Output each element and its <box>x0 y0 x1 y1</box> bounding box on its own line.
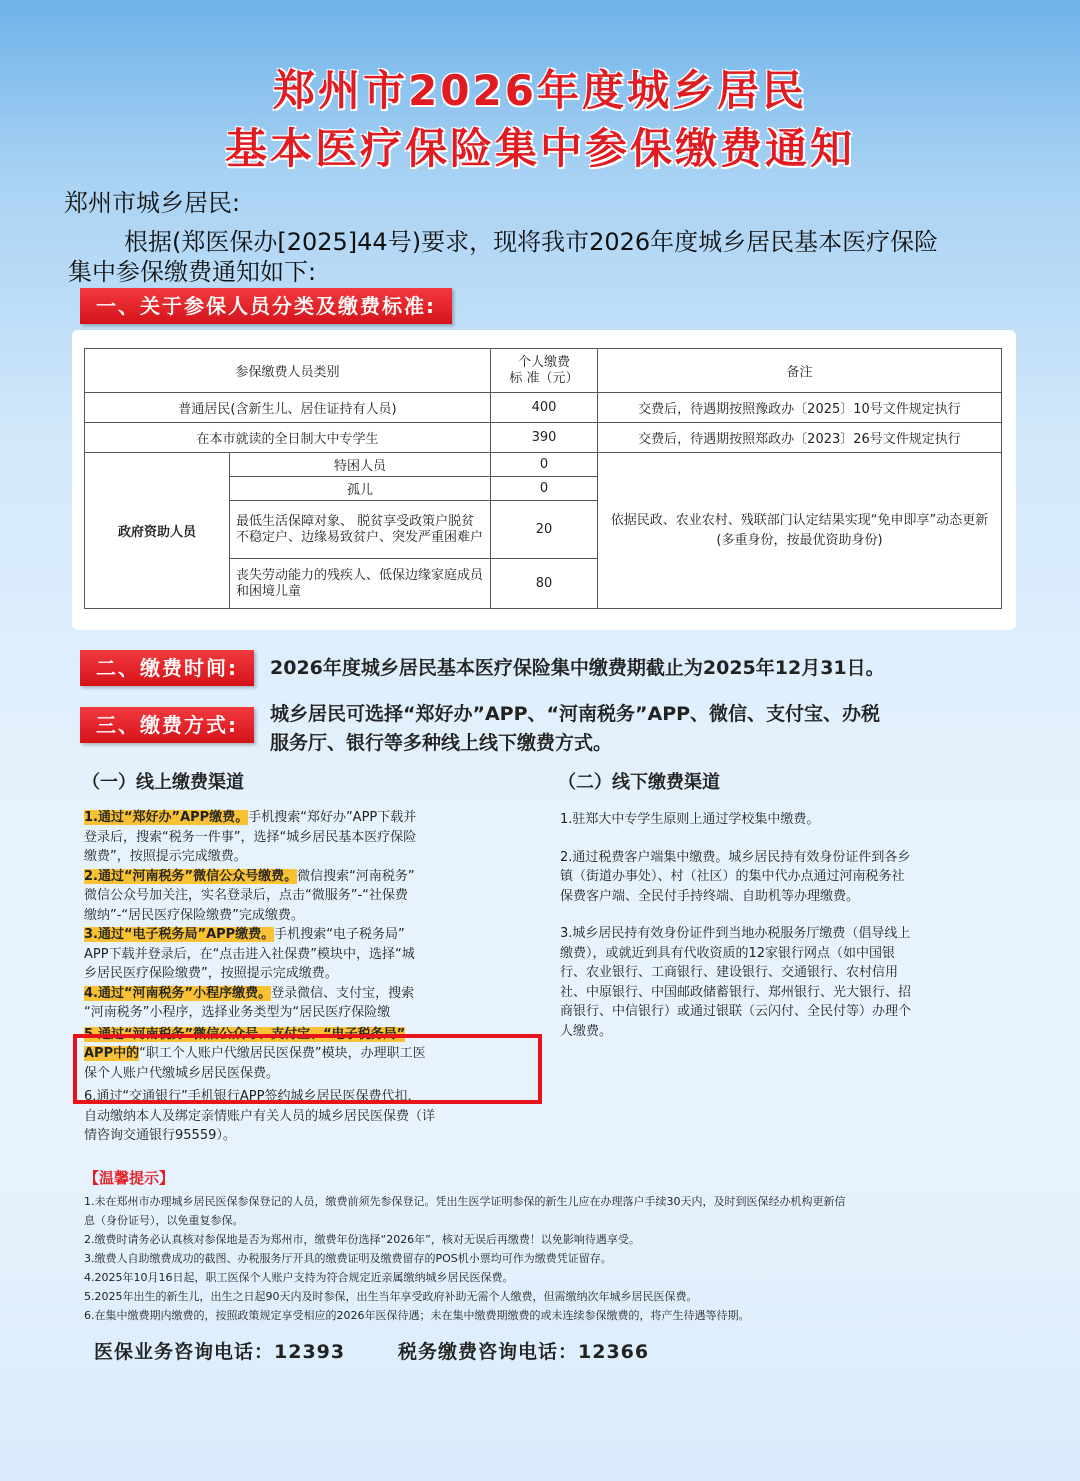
gov-item-fee: 0 <box>491 453 598 477</box>
online-item-line: 自动缴纳本人及绑定亲情账户有关人员的城乡居民医保费（详 <box>84 1108 436 1124</box>
online-item-line: 手机搜索“电子税务局” <box>274 927 405 942</box>
intro-line-1: 根据(郑医保办[2025]44号)要求，现将我市2026年度城乡居民基本医疗保险 <box>124 228 939 256</box>
online-item-2 <box>84 867 524 926</box>
title-line-1: 郑州市2026年度城乡居民 <box>273 66 807 115</box>
tip-line: 2.缴费时请务必认真核对参保地是否为郑州市，缴费年份选择“2026年”，核对无误后再缴费！以免影响待遇享受。 <box>84 1233 640 1246</box>
offline-item-1 <box>560 810 1000 830</box>
offline-item-2 <box>560 848 1000 907</box>
tax-hotline: 税务缴费咨询电话：12366 <box>398 1341 650 1363</box>
medical-hotline: 医保业务咨询电话：12393 <box>94 1341 346 1363</box>
tip-line: 4.2025年10月16日起，职工医保个人账户支持为符合规定近亲属缴纳城乡居民医保费。 <box>84 1271 514 1284</box>
header-note: 备注 <box>598 349 1002 393</box>
highlight-box <box>73 1034 542 1104</box>
online-item-head: 3.通过“电子税务局”APP缴费。 <box>84 927 275 942</box>
section-3-line-2: 服务厅、银行等多种线上线下缴费方式。 <box>270 732 613 754</box>
tip-line: 息（身份证号），以免重复参保。 <box>84 1214 244 1227</box>
offline-item-line: 1.驻郑大中专学生原则上通过学校集中缴费。 <box>560 812 820 827</box>
online-item-line: 微信搜索“河南税务” <box>297 868 415 884</box>
online-item-line: APP下载并登录后，在“点击进入社保费”模块中，选择“城 <box>84 946 415 962</box>
online-item-line: 情咨询交通银行95559）。 <box>84 1128 236 1143</box>
title-line-2: 基本医疗保险集中参保缴费通知 <box>224 124 855 173</box>
header-fee <box>491 349 598 393</box>
row-category: 在本市就读的全日制大中专学生 <box>85 423 491 453</box>
section-3-line-1: 城乡居民可选择“郑好办”APP、“河南税务”APP、微信、支付宝、办税 <box>270 703 881 725</box>
offline-item-line: 2.通过税费客户端集中缴费。城乡居民持有效身份证件到各乡 <box>560 849 911 865</box>
section-2-text: 2026年度城乡居民基本医疗保险集中缴费期截止为2025年12月31日。 <box>270 657 885 679</box>
online-item-line: 保个人账户代缴城乡居民医保费。 <box>84 1065 280 1081</box>
online-channel-title: （一）线上缴费渠道 <box>82 772 244 793</box>
section-2-label: 二、缴费时间: <box>80 650 254 686</box>
fee-table <box>84 348 1002 609</box>
online-item-line: 缴纳”-“居民医疗保险缴费”完成缴费。 <box>84 907 304 923</box>
online-item-line: 登录微信、支付宝，搜索 <box>271 985 415 1001</box>
online-item-line: 手机搜索“郑好办”APP下载并 <box>248 810 417 825</box>
greeting: 郑州市城乡居民: <box>64 189 241 217</box>
offline-item-line: 社、中原银行、中国邮政储蓄银行、郑州银行、光大银行、招 <box>560 984 912 1000</box>
gov-item-fee: 20 <box>491 501 598 559</box>
gov-item-category: 最低生活保障对象、 脱贫享受政策户脱贫不稳定户、边缘易致贫户、突发严重困难户 <box>230 501 491 559</box>
online-item-1 <box>84 808 524 867</box>
header-fee-line-1: 个人缴费 <box>517 354 570 370</box>
offline-item-line: 人缴费。 <box>560 1023 613 1039</box>
offline-item-line: 商银行、中信银行）或通过银联（云闪付、全民付等）办理个 <box>560 1004 912 1019</box>
row-category: 普通居民(含新生儿、居住证持有人员) <box>85 393 491 423</box>
row-fee: 390 <box>491 423 598 453</box>
row-note: 交费后，待遇期按照豫政办〔2025〕10号文件规定执行 <box>598 393 1002 423</box>
online-item-4 <box>84 984 524 1023</box>
offline-item-line: 行、农业银行、工商银行、建设银行、交通银行、农村信用 <box>560 965 899 980</box>
online-item-line: 登录后，搜索“税务一件事”，选择“城乡居民基本医疗保险 <box>84 829 417 845</box>
online-item-head: 5.通过“河南税务”微信公众号、支付宝、“电子税务局” <box>84 1026 406 1042</box>
offline-item-line: 缴费），或就近到具有代收资质的12家银行网点（如中国银 <box>560 945 896 961</box>
offline-item-3 <box>560 924 1000 1041</box>
gov-group-note: 依据民政、农业农村、残联部门认定结果实现“免申即享”动态更新(多重身份，按最优资助身份) <box>598 453 1002 609</box>
offline-channel-title: （二）线下缴费渠道 <box>558 772 720 793</box>
tips-list <box>84 1192 1004 1325</box>
online-item-line: 6.通过“交通银行”手机银行APP签约城乡居民医保费代扣， <box>84 1089 421 1104</box>
row-note: 交费后，待遇期按照郑政办〔2023〕26号文件规定执行 <box>598 423 1002 453</box>
tips-title: 【温馨提示】 <box>84 1169 175 1187</box>
tip-line: 6.在集中缴费期内缴费的，按照政策规定享受相应的2026年医保待遇；未在集中缴费期缴费的或未连续参保缴费的，将产生待遇等待期。 <box>84 1309 750 1322</box>
intro-line-2: 集中参保缴费通知如下: <box>68 258 317 286</box>
row-fee: 400 <box>491 393 598 423</box>
offline-item-line: 镇（街道办事处）、村（社区）的集中代办点通过河南税务社 <box>560 869 905 884</box>
online-item-line: 缴费”，按照提示完成缴费。 <box>84 849 247 864</box>
header-category: 参保缴费人员类别 <box>85 349 491 393</box>
fee-table-card <box>72 330 1016 630</box>
gov-item-fee: 80 <box>491 559 598 609</box>
offline-item-line: 保费客户端、全民付手持终端、自助机等办理缴费。 <box>560 888 860 904</box>
tip-line: 3.缴费人自助缴费成功的截图、办税服务厅开具的缴费证明及缴费留存的POS机小票均可作为缴费凭证留存。 <box>84 1252 612 1265</box>
online-item-line: “河南税务”小程序，选择业务类型为“居民医疗保险缴 <box>84 1005 391 1020</box>
online-item-3 <box>84 925 524 984</box>
online-item-head: 4.通过“河南税务”小程序缴费。 <box>84 985 272 1001</box>
gov-item-category: 丧失劳动能力的残疾人、低保边缘家庭成员和困境儿童 <box>230 559 491 609</box>
header-fee-line-2: 标 准（元） <box>509 370 579 386</box>
online-item-line: 微信公众号加关注，实名登录后，点击“微服务”-“社保费 <box>84 888 408 903</box>
section-3-label: 三、缴费方式: <box>80 707 254 743</box>
online-item-head: 1.通过“郑好办”APP缴费。 <box>84 810 249 825</box>
offline-channel-list <box>560 810 1000 1041</box>
tip-line: 5.2025年出生的新生儿，出生之日起90天内及时参保，出生当年享受政府补助无需个人缴费，但需缴纳次年城乡居民医保费。 <box>84 1290 698 1303</box>
gov-group-label: 政府资助人员 <box>85 453 230 609</box>
tip-line: 1.未在郑州市办理城乡居民医保参保登记的人员，缴费前须先参保登记。凭出生医学证明参保的新生儿应在办理落户手续30天内，及时到医保经办机构更新信 <box>84 1195 846 1208</box>
offline-item-line: 3.城乡居民持有效身份证件到当地办税服务厅缴费（倡导线上 <box>560 926 911 941</box>
gov-item-fee: 0 <box>491 477 598 501</box>
online-item-head: APP中的 <box>84 1046 140 1061</box>
online-item-head: 2.通过“河南税务”微信公众号缴费。 <box>84 868 298 884</box>
gov-item-category: 孤儿 <box>230 477 491 501</box>
online-item-line: “职工个人账户代缴居民医保费”模块，办理职工医 <box>139 1046 426 1061</box>
online-item-line: 乡居民医疗保险缴费”，按照提示完成缴费。 <box>84 966 338 981</box>
section-1-label: 一、关于参保人员分类及缴费标准: <box>80 288 452 324</box>
gov-item-category: 特困人员 <box>230 453 491 477</box>
